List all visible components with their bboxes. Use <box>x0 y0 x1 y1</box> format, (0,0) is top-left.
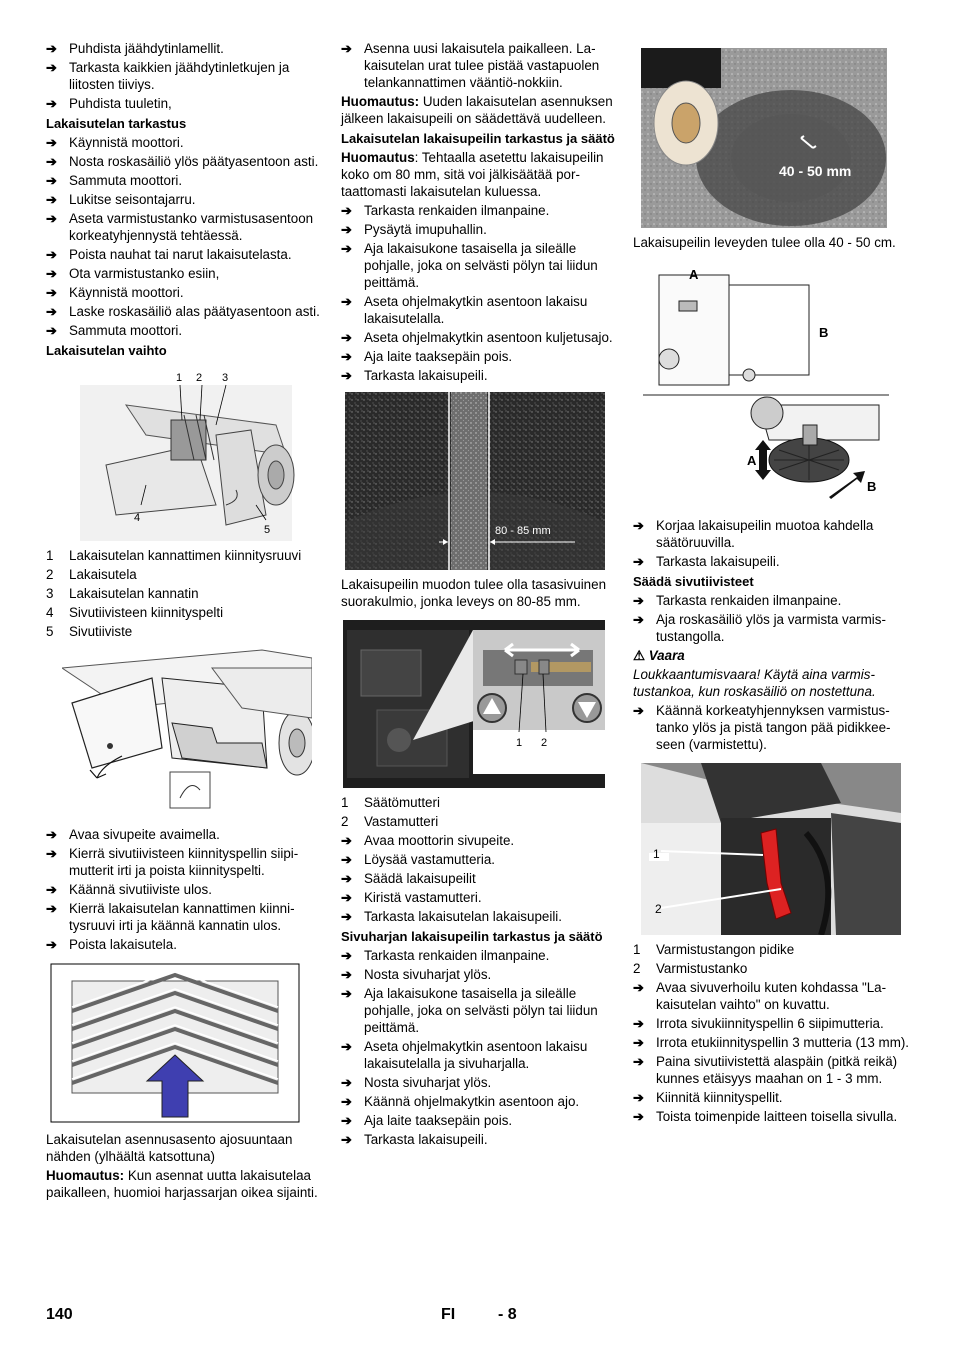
step: ➔ Laske roskasäiliö alas päätyasentoon asti. <box>46 304 320 319</box>
step: ➔ Puhdista tuuletin, <box>46 96 172 111</box>
step: ➔ Kiristä vastamutteri. <box>341 890 482 905</box>
figure-label: B <box>867 479 877 494</box>
step: ➔ Kierrä sivutiivisteen kiinnityspellin siipimutterit irti ja poista kiinnityspelti. <box>46 846 299 878</box>
step: ➔ Ota varmistustanko esiin, <box>46 266 220 281</box>
column-2 <box>341 40 617 1150</box>
heading-lakaisutelan-tarkastus: Lakaisutelan tarkastus <box>46 116 187 131</box>
arrow-icon: ➔ <box>633 593 644 608</box>
arrow-icon: ➔ <box>46 937 57 952</box>
heading-lakaisutelan-vaihto: Lakaisutelan vaihto <box>46 343 167 358</box>
figure-install-orientation <box>50 963 322 1123</box>
arrow-icon: ➔ <box>341 41 352 56</box>
page-footer <box>0 1306 954 1330</box>
step: ➔ Tarkasta kaikkien jäähdytinletkujen ja liitosten tiiviys. <box>46 60 290 92</box>
step: ➔ Asenna uusi lakaisutela paikalleen. Lakaisutelan urat tulee pistää vastapuolen telankannattimen vääntiö-nokkiin. <box>341 41 600 90</box>
step: ➔ Avaa sivupeite avaimella. <box>46 827 220 842</box>
figure-side-brush-adjust <box>639 265 911 509</box>
legend-item: 2 Lakaisutela <box>46 567 137 582</box>
legend-item: 4 Sivutiivisteen kiinnityspelti <box>46 605 224 620</box>
figure-label: 2 <box>655 902 662 916</box>
arrow-icon: ➔ <box>341 986 352 1001</box>
step: ➔ Kierrä lakaisutelan kannattimen kiinnitysruuvi irti ja käännä kannatin ulos. <box>46 901 295 933</box>
step: ➔ Irrota sivukiinnityspellin 6 siipimutteria. <box>633 1016 884 1031</box>
figure-brush-roller <box>76 365 322 541</box>
arrow-icon: ➔ <box>341 294 352 309</box>
heading-lakaisupeili: Lakaisutelan lakaisupeilin tarkastus ja säätö <box>341 131 615 146</box>
arrow-icon: ➔ <box>46 882 57 897</box>
step: ➔ Irrota etukiinnityspellin 3 mutteria (13 mm). <box>633 1035 910 1050</box>
figure-label: 5 <box>264 524 271 536</box>
arrow-icon: ➔ <box>633 980 644 995</box>
caption: Lakaisupeilin leveyden tulee olla 40 - 50 cm. <box>633 235 896 250</box>
arrow-icon: ➔ <box>341 833 352 848</box>
figure-label: 2 <box>196 372 203 384</box>
photo-side-brush-pattern <box>641 48 911 228</box>
step: ➔ Poista nauhat tai narut lakaisutelasta. <box>46 247 292 262</box>
step: ➔ Aja laite taaksepäin pois. <box>341 1113 513 1128</box>
page-number: 140 <box>46 1306 73 1323</box>
arrow-icon: ➔ <box>341 1132 352 1147</box>
arrow-icon: ➔ <box>46 135 57 150</box>
arrow-icon: ➔ <box>633 1054 644 1069</box>
figure-label: 4 <box>134 512 141 524</box>
step: ➔ Paina sivutiivistettä alaspäin (pitkä reikä) kunnes etäisyys maahan on 1 - 3 mm. <box>633 1054 898 1086</box>
photo-adjust-nuts <box>343 620 617 788</box>
arrow-icon: ➔ <box>46 285 57 300</box>
arrow-icon: ➔ <box>633 703 644 718</box>
step: ➔ Aja lakaisukone tasaisella ja sileälle pohjalle, joka on selvästi pölyn tai liidun peittämä. <box>341 241 598 290</box>
arrow-icon: ➔ <box>341 203 352 218</box>
step: ➔ Tarkasta renkaiden ilmanpaine. <box>341 948 550 963</box>
arrow-icon: ➔ <box>341 241 352 256</box>
arrow-icon: ➔ <box>633 612 644 627</box>
step: ➔ Kiinnitä kiinnityspellit. <box>633 1090 783 1105</box>
arrow-icon: ➔ <box>46 247 57 262</box>
legend-item: 2 Varmistustanko <box>633 961 748 976</box>
arrow-icon: ➔ <box>341 948 352 963</box>
arrow-icon: ➔ <box>46 827 57 842</box>
step: ➔ Löysää vastamutteria. <box>341 852 495 867</box>
arrow-icon: ➔ <box>46 41 57 56</box>
step: ➔ Avaa moottorin sivupeite. <box>341 833 515 848</box>
arrow-icon: ➔ <box>341 1094 352 1109</box>
caption: Lakaisupeilin muodon tulee olla tasasivuinen suorakulmio, jonka leveys on 80-85 mm. <box>341 577 607 609</box>
step: ➔ Käännä korkeatyhjennyksen varmistustanko ylös ja pistä tangon pää pidikkeeseen (varmistettu). <box>633 703 891 752</box>
section-number: - 8 <box>498 1306 517 1323</box>
arrow-icon: ➔ <box>633 1016 644 1031</box>
step: ➔ Sammuta moottori. <box>46 323 183 338</box>
figure-label: 1 <box>653 847 660 861</box>
arrow-icon: ➔ <box>341 1039 352 1054</box>
step: ➔ Avaa sivuverhoilu kuten kohdassa "Lakaisutelan vaihto" on kuvattu. <box>633 980 887 1012</box>
figure-label: 2 <box>541 737 548 749</box>
step: ➔ Tarkasta lakaisupeili. <box>341 1132 488 1147</box>
heading-sivuharja: Sivuharjan lakaisupeilin tarkastus ja säätö <box>341 929 603 944</box>
arrow-icon: ➔ <box>46 173 57 188</box>
step: ➔ Poista lakaisutela. <box>46 937 177 952</box>
step: ➔ Tarkasta lakaisutelan lakaisupeili. <box>341 909 562 924</box>
step: ➔ Käännä ohjelmakytkin asentoon ajo. <box>341 1094 580 1109</box>
arrow-icon: ➔ <box>46 192 57 207</box>
arrow-icon: ➔ <box>341 1075 352 1090</box>
legend-list <box>633 941 911 977</box>
arrow-icon: ➔ <box>46 323 57 338</box>
step: ➔ Sammuta moottori. <box>46 173 183 188</box>
figure-side-cover <box>62 648 322 816</box>
arrow-icon: ➔ <box>633 1090 644 1105</box>
step: ➔ Aseta ohjelmakytkin asentoon kuljetusajo. <box>341 330 613 345</box>
note: Huomautus: Tehtaalla asetettu lakaisupeilin koko om 80 mm, sitä voi jälkisäätää portaattomasti lakaisutelan kuluessa. <box>341 150 604 199</box>
arrow-icon: ➔ <box>341 909 352 924</box>
step: ➔ Tarkasta lakaisupeili. <box>633 554 780 569</box>
legend-item: 1 Lakaisutelan kannattimen kiinnitysruuvi <box>46 548 302 563</box>
note: Huomautus: Uuden lakaisutelan asennuksen jälkeen lakaisupeili on säädettävä uudelleen. <box>341 94 613 126</box>
arrow-icon: ➔ <box>341 890 352 905</box>
arrow-icon: ➔ <box>46 60 57 75</box>
arrow-icon: ➔ <box>633 1109 644 1124</box>
arrow-icon: ➔ <box>341 368 352 383</box>
arrow-icon: ➔ <box>46 211 57 226</box>
legend-item: 5 Sivutiiviste <box>46 624 133 639</box>
caption: Lakaisutelan asennusasento ajosuuntaan nähden (ylhäältä katsottuna) <box>46 1132 293 1164</box>
arrow-icon: ➔ <box>341 852 352 867</box>
legend-item: 1 Säätömutteri <box>341 795 440 810</box>
arrow-icon: ➔ <box>46 846 57 861</box>
photo-label: 80 - 85 mm <box>495 525 551 537</box>
step: ➔ Nosta sivuharjat ylös. <box>341 967 492 982</box>
arrow-icon: ➔ <box>46 304 57 319</box>
step: ➔ Nosta sivuharjat ylös. <box>341 1075 492 1090</box>
legend-list <box>341 794 617 830</box>
warning-heading: ⚠ Vaara <box>633 648 685 663</box>
step: ➔ Aseta ohjelmakytkin asentoon lakaisu lakaisutelalla. <box>341 294 588 326</box>
step: ➔ Käynnistä moottori. <box>46 135 184 150</box>
figure-label: A <box>747 453 757 468</box>
photo-sweep-pattern <box>345 392 617 570</box>
step: ➔ Korjaa lakaisupeilin muotoa kahdella säätöruuvilla. <box>633 518 874 550</box>
warning-text: Loukkaantumisvaara! Käytä aina varmistustankoa, kun roskasäiliö on nostettuna. <box>633 667 876 699</box>
step: ➔ Tarkasta renkaiden ilmanpaine. <box>633 593 842 608</box>
column-3 <box>633 40 911 1127</box>
figure-label: A <box>689 267 699 282</box>
step: ➔ Tarkasta renkaiden ilmanpaine. <box>341 203 550 218</box>
heading-sivutiivisteet: Säädä sivutiivisteet <box>633 574 754 589</box>
step: ➔ Aja laite taaksepäin pois. <box>341 349 513 364</box>
photo-safety-rod <box>641 763 911 935</box>
legend-item: 3 Lakaisutelan kannatin <box>46 586 199 601</box>
step: ➔ Aja lakaisukone tasaisella ja sileälle pohjalle, joka on selvästi pölyn tai liidun peittämä. <box>341 986 598 1035</box>
arrow-icon: ➔ <box>46 154 57 169</box>
figure-label: 1 <box>516 737 523 749</box>
arrow-icon: ➔ <box>633 518 644 533</box>
arrow-icon: ➔ <box>341 967 352 982</box>
figure-label: B <box>819 325 829 340</box>
arrow-icon: ➔ <box>46 266 57 281</box>
step: ➔ Aseta ohjelmakytkin asentoon lakaisu lakaisutelalla ja sivuharjalla. <box>341 1039 588 1071</box>
legend-list <box>46 547 322 640</box>
arrow-icon: ➔ <box>341 1113 352 1128</box>
step: ➔ Käynnistä moottori. <box>46 285 184 300</box>
step: ➔ Lukitse seisontajarru. <box>46 192 196 207</box>
step: ➔ Aja roskasäiliö ylös ja varmista varmistustangolla. <box>633 612 886 644</box>
column-1 <box>46 40 322 1203</box>
arrow-icon: ➔ <box>633 554 644 569</box>
step: ➔ Tarkasta lakaisupeili. <box>341 368 488 383</box>
arrow-icon: ➔ <box>633 1035 644 1050</box>
step: ➔ Nosta roskasäiliö ylös päätyasentoon asti. <box>46 154 319 169</box>
arrow-icon: ➔ <box>341 349 352 364</box>
figure-label: 1 <box>176 372 183 384</box>
step: ➔ Käännä sivutiiviste ulos. <box>46 882 212 897</box>
arrow-icon: ➔ <box>341 330 352 345</box>
arrow-icon: ➔ <box>46 96 57 111</box>
arrow-icon: ➔ <box>341 871 352 886</box>
language-code: FI <box>441 1306 456 1323</box>
step: ➔ Puhdista jäähdytinlamellit. <box>46 41 224 56</box>
step: ➔ Pysäytä imupuhallin. <box>341 222 487 237</box>
note: Huomautus: Kun asennat uutta lakaisutelaa paikalleen, huomioi harjassarjan oikea sijainti. <box>46 1168 318 1200</box>
step: ➔ Säädä lakaisupeilit <box>341 871 476 886</box>
figure-label: 3 <box>222 372 229 384</box>
legend-item: 2 Vastamutteri <box>341 814 439 829</box>
step: ➔ Toista toimenpide laitteen toisella sivulla. <box>633 1109 898 1124</box>
step: ➔ Aseta varmistustanko varmistusasentoon korkeatyhjennystä tehtäessä. <box>46 211 314 243</box>
photo-label: 40 - 50 mm <box>779 163 852 179</box>
warning-icon: ⚠ <box>633 648 646 663</box>
arrow-icon: ➔ <box>341 222 352 237</box>
legend-item: 1 Varmistustangon pidike <box>633 942 795 957</box>
arrow-icon: ➔ <box>46 901 57 916</box>
